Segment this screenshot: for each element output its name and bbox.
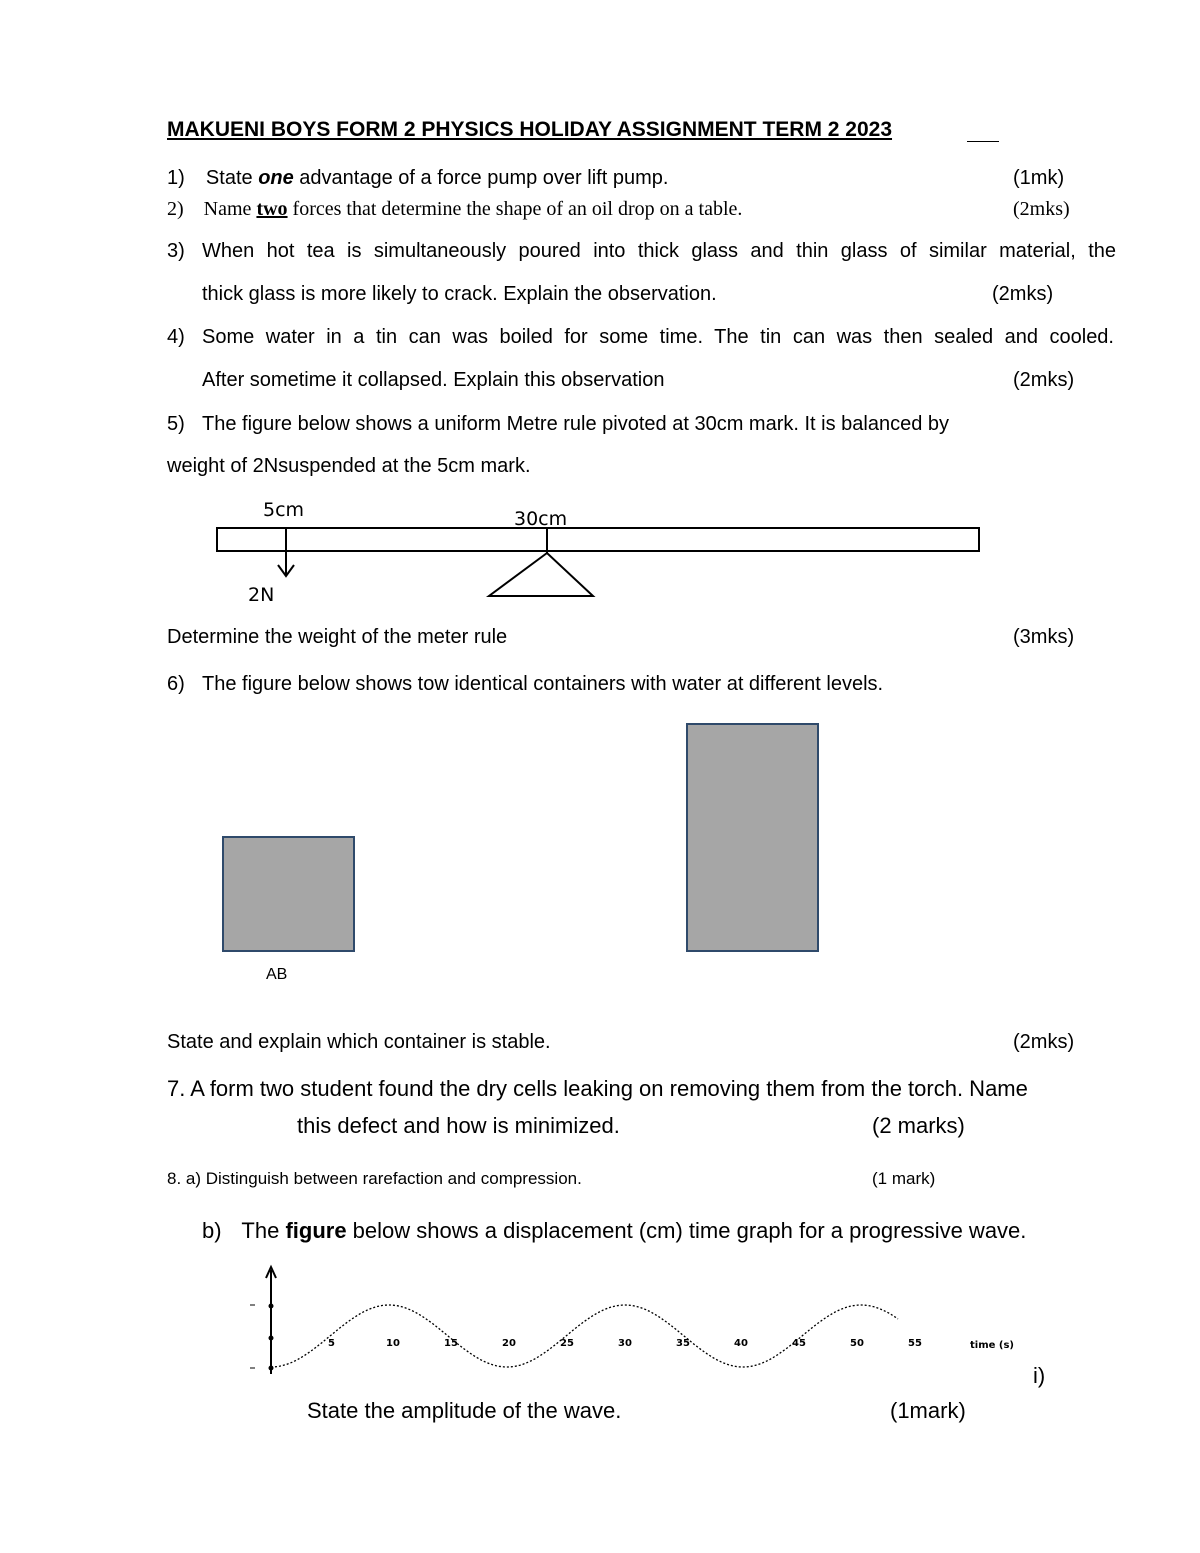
- y-axis-mark-top: [269, 1304, 274, 1309]
- q8b-emphasis: figure: [285, 1218, 347, 1243]
- q1-number: 1): [167, 167, 185, 189]
- x-tick-label: 55: [908, 1338, 922, 1349]
- q5-line1: The figure below shows a uniform Metre rule pivoted at 30cm mark. It is balanced by: [202, 413, 950, 435]
- q2-line: [167, 198, 742, 221]
- title-underline-tail: [967, 141, 999, 142]
- q4-marks: (2mks): [1013, 369, 1075, 391]
- q5-question: Determine the weight of the meter rule: [167, 626, 508, 648]
- q5-marks: (3mks): [1013, 626, 1075, 648]
- q4-line2: After sometime it collapsed. Explain this observation: [202, 369, 665, 391]
- q2-text-post: forces that determine the shape of an oil drop on a table.: [287, 198, 743, 220]
- pivot-triangle-icon: [489, 553, 593, 596]
- q2-emphasis: two: [256, 198, 288, 220]
- q1-text-post: advantage of a force pump over lift pump.: [293, 167, 669, 189]
- wave-graph: [240, 1262, 1040, 1382]
- metre-rule-figure: [200, 495, 1000, 610]
- q5-number: 5): [167, 413, 185, 435]
- q1-marks: (1mk): [1013, 167, 1065, 189]
- q2-marks: (2mks): [1013, 198, 1070, 220]
- q3-line1: When hot tea is simultaneously poured into thick glass and thin glass of similar material, the: [202, 240, 1116, 262]
- q8b-number: b): [202, 1218, 222, 1243]
- q8bi-number: i): [1033, 1363, 1046, 1388]
- x-tick-label: 40: [734, 1338, 748, 1349]
- q1-emphasis: one: [258, 167, 294, 189]
- metre-rule: [217, 528, 979, 551]
- q6-marks: (2mks): [1013, 1031, 1075, 1053]
- label-30cm: 30cm: [514, 508, 568, 530]
- q8a-marks: (1 mark): [872, 1169, 936, 1188]
- q8b-text-pre: The: [241, 1218, 286, 1243]
- q8bi-marks: (1mark): [890, 1398, 966, 1423]
- x-tick-label: 5: [328, 1338, 335, 1349]
- label-2n: 2N: [248, 584, 275, 606]
- x-tick-label: 45: [792, 1338, 806, 1349]
- q8bi-text: State the amplitude of the wave.: [307, 1398, 622, 1423]
- q5-line2: weight of 2Nsuspended at the 5cm mark.: [167, 455, 531, 477]
- q7-marks: (2 marks): [872, 1113, 965, 1138]
- q3-line2: thick glass is more likely to crack. Explain the observation.: [202, 283, 717, 305]
- q8b-line: [202, 1218, 1026, 1244]
- y-axis-mark-bottom: [269, 1366, 274, 1371]
- q6-line1: The figure below shows tow identical containers with water at different levels.: [202, 673, 884, 695]
- x-tick-label: 25: [560, 1338, 574, 1349]
- container-b: [686, 723, 819, 952]
- x-tick-label: 30: [618, 1338, 632, 1349]
- x-tick-label: 35: [676, 1338, 690, 1349]
- x-tick-label: 20: [502, 1338, 516, 1349]
- x-tick-label: 50: [850, 1338, 864, 1349]
- x-tick-label: 10: [386, 1338, 400, 1349]
- q7-line1: 7. A form two student found the dry cells leaking on removing them from the torch. Name: [167, 1076, 1028, 1101]
- q2-text-pre: Name: [203, 198, 257, 220]
- q3-marks: (2mks): [992, 283, 1054, 305]
- containers-label: AB: [266, 966, 288, 983]
- page-title: MAKUENI BOYS FORM 2 PHYSICS HOLIDAY ASSIGNMENT TERM 2 2023: [167, 118, 893, 141]
- q7-line2: this defect and how is minimized.: [297, 1113, 620, 1138]
- q6-number: 6): [167, 673, 185, 695]
- label-5cm: 5cm: [263, 499, 305, 521]
- q8b-text-post: below shows a displacement (cm) time graph for a progressive wave.: [346, 1218, 1027, 1243]
- q6-question: State and explain which container is stable.: [167, 1031, 551, 1053]
- q4-number: 4): [167, 326, 185, 348]
- q1-line: [167, 167, 668, 190]
- q3-number: 3): [167, 240, 185, 262]
- x-axis-label: time (s): [970, 1340, 1014, 1351]
- wave-curve: [271, 1305, 898, 1367]
- q1-text-pre: State: [205, 167, 259, 189]
- q8a-text: 8. a) Distinguish between rarefaction and compression.: [167, 1169, 582, 1188]
- x-tick-label: 15: [444, 1338, 458, 1349]
- y-axis-mark-mid: [269, 1336, 274, 1341]
- x-tick-labels: [328, 1338, 922, 1349]
- container-a: [222, 836, 355, 952]
- q2-number: 2): [167, 198, 184, 220]
- q4-line1: Some water in a tin can was boiled for some time. The tin can was then sealed and cooled.: [202, 326, 1114, 348]
